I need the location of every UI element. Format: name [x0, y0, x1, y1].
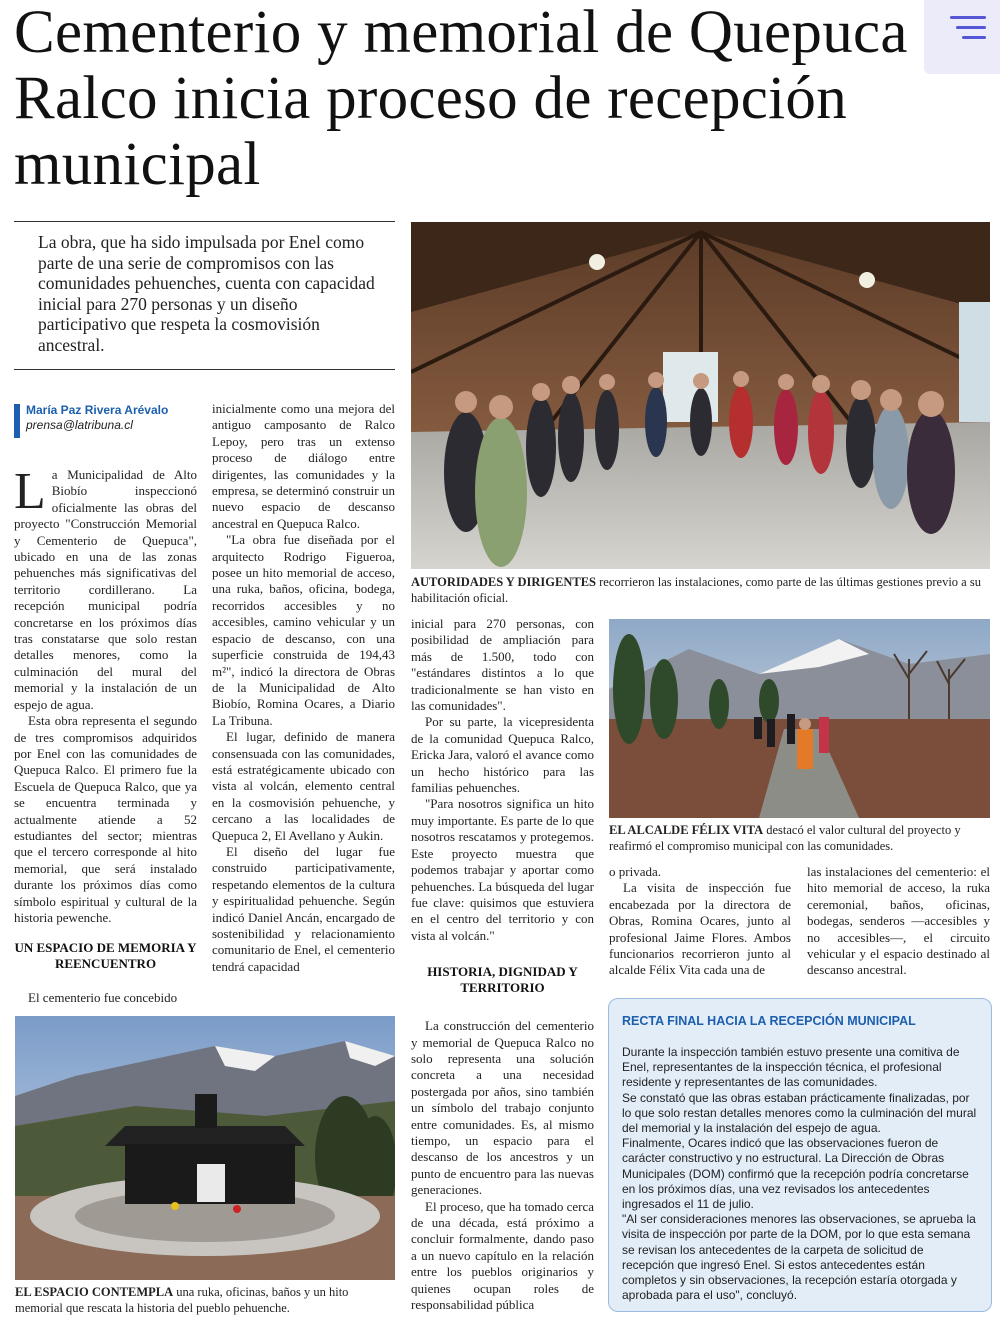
photo-building-image — [15, 1016, 395, 1280]
box-paragraph: Durante la inspección también estuvo presente una comitiva de Enel, representantes de la inspección técnica, el profesional residente y representantes de las comunidades. — [622, 1045, 960, 1090]
paragraph: "Para nosotros significa un hito muy importante. Es parte de lo que nosotros rescatamos y protegemos. Este proyecto muestra que podemos trabajar y aportar como pehuenches. La búsqueda del lugar fue clave: quisimos que estuviera en el centro del territorio y con vista al volcán." — [411, 796, 594, 943]
paragraph: inicialmente como una mejora del antiguo camposanto de Ralco Lepoy, pero tras un extenso proceso de diálogo entre dirigentes, las comunidades y la empresa, se determinó construir un nuevo espacio de descanso ancestral en Quepuca Ralco. — [212, 401, 395, 531]
caption-lead: EL ALCALDE FÉLIX VITA — [609, 823, 764, 837]
caption-photo-1 — [411, 574, 990, 606]
box-paragraph: Finalmente, Ocares indicó que las observaciones fueron de carácter constructivo y no estructural. La Dirección de Obras Municipales (DOM) confirmó que la recepción podría concretarse en los próximos días, una vez revisados los antecedentes ingresados el 11 de julio. — [622, 1136, 969, 1212]
article-column-1 — [14, 463, 197, 1007]
article-column-3 — [411, 616, 594, 1313]
caption-photo-3 — [15, 1284, 395, 1316]
lead-bottom-rule — [14, 369, 395, 370]
photo-mayor-path — [609, 619, 990, 818]
caption-text: recorrieron las instalaciones, como parte de las últimas gestiones previo a su habilitación oficial. — [411, 575, 981, 605]
caption-text: destacó el valor cultural del proyecto y reafirmó el compromiso municipal con las comunidades. — [609, 823, 961, 853]
paragraph: El lugar, definido de manera consensuada con las comunidades, está estratégicamente ubicado con vista al volcán, elemento central en la cosmovisión pehuenche, y cercano a las localidades de Quepuca 2, El Avellano y Aukin. — [212, 729, 395, 843]
menu-button[interactable] — [924, 0, 1000, 74]
box-paragraph: Se constató que las obras estaban prácticamente finalizadas, por lo que solo restan detalles menores como la culminación del mural del memorial y la instalación del espejo de agua. — [622, 1090, 977, 1136]
article-column-5 — [807, 864, 990, 979]
paragraph: "La obra fue diseñada por el arquitecto Rodrigo Figueroa, posee un hito memorial de acceso, una ruka, baños, oficina, bodega, recorridos accesibles y no accesibles, camino vehicular y un espacio de descanso, con una superficie construida de 194,43 m²", indicó la directora de Obras de la Municipalidad de Alto Biobío, Romina Ocares, a Diario La Tribuna. — [212, 532, 395, 728]
caption-lead: EL ESPACIO CONTEMPLA — [15, 1285, 174, 1299]
photo-authorities-ruka — [411, 222, 990, 569]
drop-cap: L — [14, 463, 46, 520]
lead-paragraph: La obra, que ha sido impulsada por Enel como parte de una serie de compromisos con las comunidades pehuenches, cuenta con capacidad inicial para 270 personas y un diseño participativo que respeta la cosmovisión ancestral. — [38, 232, 375, 355]
photo-ruka-exterior — [15, 1016, 395, 1280]
lead-top-rule — [14, 221, 395, 222]
article-column-2 — [212, 401, 395, 975]
sidebar-box — [608, 998, 992, 1312]
paragraph-text: a Municipalidad de Alto Biobío inspeccionó oficialmente las obras del proyecto "Construcción Memorial y Cementerio de Quepuca", ubicado en una de las zonas pehuenches más significativas del territorio cordillerano. La recepción municipal podría concretarse en los próximos días tras constatarse que solo restan detalles menores, como la culminación del mural del memorial y la instalación de un espejo de agua. — [14, 467, 197, 712]
sidebar-box-title: RECTA FINAL HACIA LA RECEPCIÓN MUNICIPAL — [622, 1014, 916, 1028]
paragraph: El diseño del lugar fue construido participativamente, respetando elementos de la cultura y espiritualidad pehuenche. Según indicó Daniel Ancán, encargado de sostenibilidad y relacionamiento comunitario de Enel, el cementerio tendrá capacidad — [212, 843, 395, 974]
subheading-memoria: UN ESPACIO DE MEMORIA Y REENCUENTRO — [14, 940, 197, 972]
caption-text: una ruka, oficinas, baños y un hito memorial que rescata la historia del pueblo pehuenche. — [15, 1285, 349, 1315]
photo-landscape-image — [609, 619, 990, 818]
paragraph: La visita de inspección fue encabezada por la directora de Obras, Romina Ocares, junto al profesional Jaime Flores. Ambos funcionarios recorrieron junto al alcalde Félix Vita cada una de — [609, 880, 791, 978]
paragraph: La construcción del cementerio y memorial de Quepuca Ralco no solo representa una solución concreta a una necesidad postergada por años, sino también un símbolo del trabajo conjunto entre comunidades. Es, al mismo tiempo, un espacio para el descanso de los ancestros y un punto de encuentro para las nuevas generaciones. — [411, 1018, 594, 1198]
subheading-historia: HISTORIA, DIGNIDAD Y TERRITORIO — [427, 964, 578, 996]
box-paragraph: "Al ser consideraciones menores las observaciones, se aprueba la visita de inspección por parte de la DOM, por lo que esta semana se revisan los antecedentes de la carpeta de solicitud de recepción que ingresó Enel. Si estos antecedentes están completos y sin observaciones, la recepción estaría otorgada y aprobada para el uso", concluyó. — [622, 1212, 976, 1303]
paragraph: inicial para 270 personas, con posibilidad de ampliación para más de 1.500, todo con "estándares distintos a lo que tradicionalmente se han visto en las comunidades". — [411, 616, 594, 714]
caption-photo-2 — [609, 822, 990, 854]
menu-icon — [950, 16, 986, 19]
paragraph: las instalaciones del cementerio: el hito memorial de acceso, la ruka ceremonial, baños, oficinas, bodegas, senderos —accesibles y no accesibles—, el circuito vehicular y el espacio destinado al descanso ancestral. — [807, 864, 990, 978]
sidebar-box-body — [622, 1045, 978, 1303]
headline: Cementerio y memorial de Quepuca Ralco inicia proceso de recepción municipal — [14, 0, 908, 198]
photo-interior-image — [411, 222, 990, 569]
paragraph: Por su parte, la vicepresidenta de la comunidad Quepuca Ralco, Ericka Jara, valoró el avance como un hecho histórico para las familias pehuenches. — [411, 714, 594, 796]
paragraph: El cementerio fue concebido — [28, 990, 178, 1006]
paragraph: Esta obra representa el segundo de tres compromisos adquiridos por Enel con las comunidades de Quepuca Ralco. El primero fue la Escuela de Quepuca Ralco, que ya se encuentra terminada y actualmente atiende a 52 estudiantes del sector; mientras que el tercero corresponde al hito memorial, que será instalado durante los próximos días como símbolo espiritual y cultural de la historia pewenche. — [14, 713, 197, 925]
menu-icon-line — [962, 36, 986, 39]
author-name: María Paz Rivera Arévalo — [26, 403, 169, 417]
article-column-4 — [609, 864, 791, 979]
author-block — [26, 403, 168, 433]
caption-lead: AUTORIDADES Y DIRIGENTES — [411, 575, 596, 589]
menu-icon-line — [956, 26, 986, 29]
first-paragraph — [14, 463, 197, 713]
paragraph: o privada. — [609, 864, 661, 879]
author-accent-bar — [14, 404, 20, 438]
paragraph: El proceso, que ha tomado cerca de una década, está próximo a concluir formalmente, dando paso a un nuevo capítulo en la relación entre los pueblos originarios y quienes ocupan roles de responsabilidad pública — [411, 1198, 594, 1313]
author-email[interactable]: prensa@latribuna.cl — [26, 418, 133, 432]
